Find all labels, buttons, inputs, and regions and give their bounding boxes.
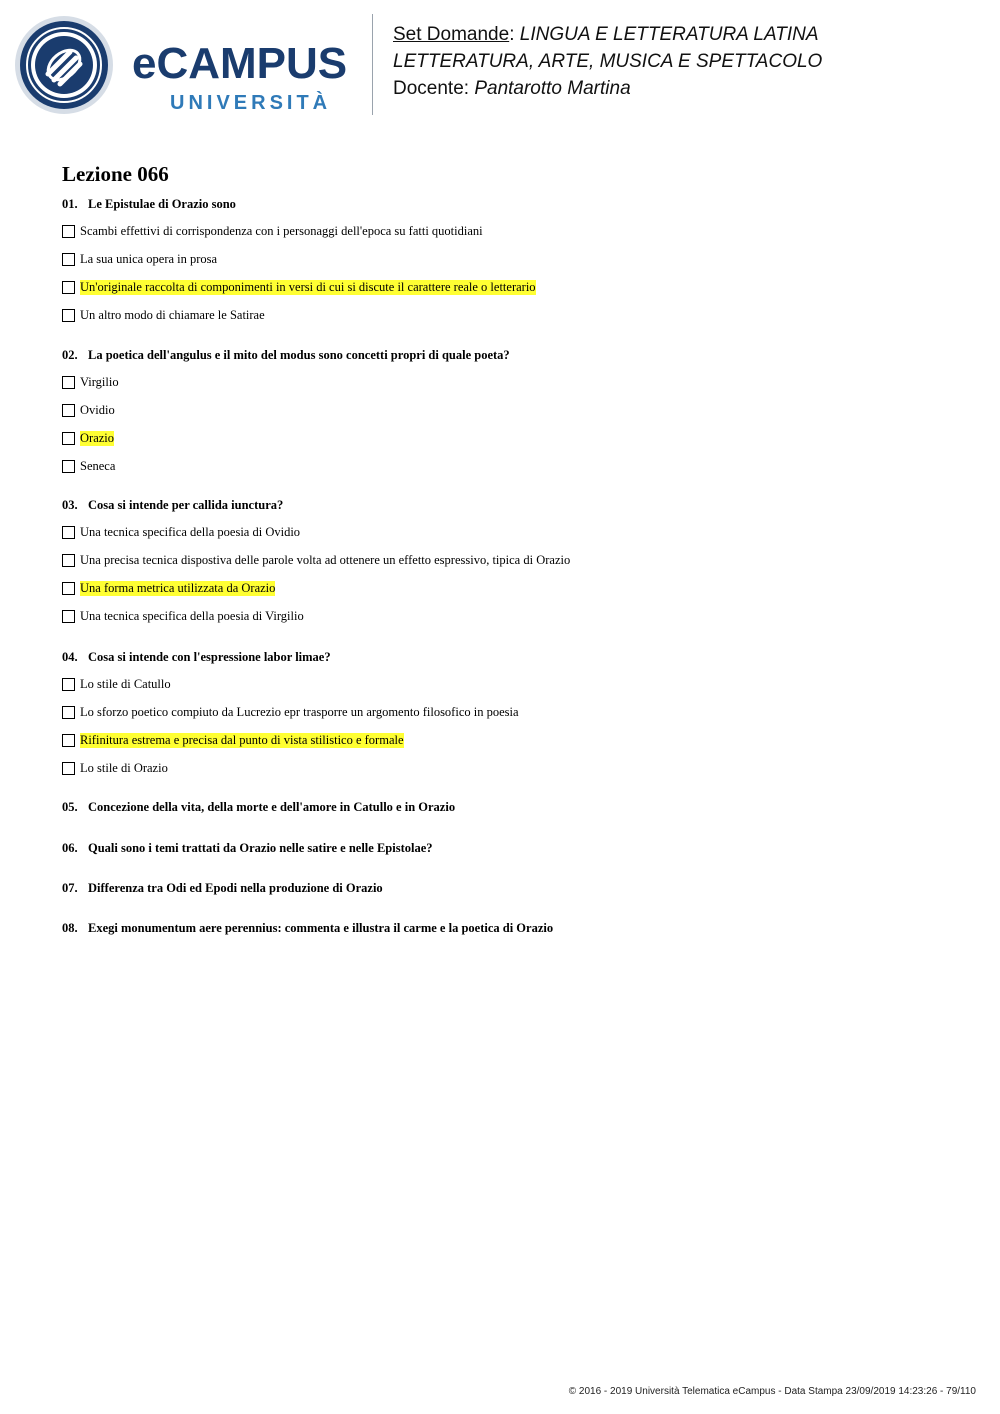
checkbox-icon[interactable] bbox=[62, 404, 75, 417]
question-8 bbox=[62, 921, 553, 936]
question-number: 01. bbox=[62, 197, 78, 211]
checkbox-icon[interactable] bbox=[62, 526, 75, 539]
answer-option[interactable] bbox=[62, 524, 300, 540]
answer-text: Seneca bbox=[80, 458, 116, 473]
answer-option[interactable] bbox=[62, 732, 404, 748]
answer-text: Ovidio bbox=[80, 402, 115, 417]
set-colon: : bbox=[509, 24, 515, 45]
lesson-title: Lezione 066 bbox=[62, 162, 169, 186]
question-text: Quali sono i temi trattati da Orazio nelle satire e nelle Epistolae? bbox=[88, 841, 433, 855]
question-number: 05. bbox=[62, 800, 78, 814]
answer-option[interactable] bbox=[62, 760, 168, 776]
docente-label: Docente: bbox=[393, 78, 470, 99]
answer-option[interactable] bbox=[62, 552, 570, 568]
question-number: 02. bbox=[62, 348, 78, 362]
answer-option[interactable] bbox=[62, 704, 519, 720]
answer-text: Un altro modo di chiamare le Satirae bbox=[80, 307, 265, 322]
answer-text-highlighted: Orazio bbox=[80, 430, 115, 445]
question-text: La poetica dell'angulus e il mito del modus sono concetti propri di quale poeta? bbox=[88, 348, 510, 362]
ecampus-seal-icon bbox=[14, 14, 364, 116]
answer-option[interactable] bbox=[62, 608, 304, 624]
checkbox-icon[interactable] bbox=[62, 376, 75, 389]
ecampus-logo bbox=[14, 14, 364, 116]
answer-text: Lo stile di Catullo bbox=[80, 676, 171, 691]
question-number: 03. bbox=[62, 498, 78, 512]
question-3 bbox=[62, 498, 283, 513]
answer-text: Una tecnica specifica della poesia di Virgilio bbox=[80, 608, 304, 623]
checkbox-icon[interactable] bbox=[62, 281, 75, 294]
answer-text: Virgilio bbox=[80, 374, 119, 389]
question-number: 04. bbox=[62, 650, 78, 664]
checkbox-icon[interactable] bbox=[62, 554, 75, 567]
question-6 bbox=[62, 841, 433, 856]
question-text: Concezione della vita, della morte e dell'amore in Catullo e in Orazio bbox=[88, 800, 456, 814]
checkbox-icon[interactable] bbox=[62, 610, 75, 623]
answer-text: Scambi effettivi di corrispondenza con i personaggi dell'epoca su fatti quotidiani bbox=[80, 223, 483, 238]
question-text: Exegi monumentum aere perennius: commenta e illustra il carme e la poetica di Orazio bbox=[88, 921, 554, 935]
answer-text: Una precisa tecnica dispostiva delle parole volta ad ottenere un effetto espressivo, tipica di Orazio bbox=[80, 552, 571, 567]
brand-name: eCAMPUS bbox=[132, 39, 348, 88]
question-number: 08. bbox=[62, 921, 78, 935]
answer-text: Lo stile di Orazio bbox=[80, 760, 168, 775]
question-1 bbox=[62, 197, 236, 212]
question-5 bbox=[62, 800, 455, 815]
question-text: Cosa si intende con l'espressione labor limae? bbox=[88, 650, 331, 664]
answer-text-highlighted: Rifinitura estrema e precisa dal punto di vista stilistico e formale bbox=[80, 732, 404, 747]
question-text: Cosa si intende per callida iunctura? bbox=[88, 498, 284, 512]
checkbox-icon[interactable] bbox=[62, 460, 75, 473]
answer-option[interactable] bbox=[62, 223, 483, 239]
course-line-1: LINGUA E LETTERATURA LATINA bbox=[519, 24, 819, 45]
checkbox-icon[interactable] bbox=[62, 582, 75, 595]
set-label: Set Domande bbox=[393, 24, 510, 45]
checkbox-icon[interactable] bbox=[62, 678, 75, 691]
checkbox-icon[interactable] bbox=[62, 706, 75, 719]
course-line-2: LETTERATURA, ARTE, MUSICA E SPETTACOLO bbox=[393, 51, 823, 72]
answer-option[interactable] bbox=[62, 676, 171, 692]
answer-option[interactable] bbox=[62, 402, 115, 418]
answer-option[interactable] bbox=[62, 251, 217, 267]
answer-text: Lo sforzo poetico compiuto da Lucrezio epr trasporre un argomento filosofico in poesia bbox=[80, 704, 519, 719]
checkbox-icon[interactable] bbox=[62, 309, 75, 322]
answer-text-highlighted: Un'originale raccolta di componimenti in versi di cui si discute il carattere reale o letterario bbox=[80, 279, 536, 294]
question-4 bbox=[62, 650, 331, 665]
footer: © 2016 - 2019 Università Telematica eCampus - Data Stampa 23/09/2019 14:23:26 - 79/110 bbox=[568, 1386, 976, 1397]
checkbox-icon[interactable] bbox=[62, 432, 75, 445]
answer-text: La sua unica opera in prosa bbox=[80, 251, 218, 266]
answer-option[interactable] bbox=[62, 430, 114, 446]
question-number: 06. bbox=[62, 841, 78, 855]
answer-option[interactable] bbox=[62, 307, 265, 323]
question-text: Differenza tra Odi ed Epodi nella produzione di Orazio bbox=[88, 881, 383, 895]
question-number: 07. bbox=[62, 881, 78, 895]
question-7 bbox=[62, 881, 383, 896]
checkbox-icon[interactable] bbox=[62, 253, 75, 266]
answer-option[interactable] bbox=[62, 580, 275, 596]
answer-option[interactable] bbox=[62, 279, 536, 295]
answer-option[interactable] bbox=[62, 374, 119, 390]
brand-subtitle: UNIVERSITÀ bbox=[170, 92, 332, 114]
answer-text-highlighted: Una forma metrica utilizzata da Orazio bbox=[80, 580, 276, 595]
checkbox-icon[interactable] bbox=[62, 734, 75, 747]
answer-option[interactable] bbox=[62, 458, 115, 474]
question-2 bbox=[62, 348, 510, 363]
checkbox-icon[interactable] bbox=[62, 762, 75, 775]
checkbox-icon[interactable] bbox=[62, 225, 75, 238]
docente-name: Pantarotto Martina bbox=[474, 78, 631, 99]
course-header bbox=[393, 21, 822, 102]
question-text: Le Epistulae di Orazio sono bbox=[88, 197, 236, 211]
answer-text: Una tecnica specifica della poesia di Ovidio bbox=[80, 524, 301, 539]
header-divider bbox=[372, 14, 373, 115]
